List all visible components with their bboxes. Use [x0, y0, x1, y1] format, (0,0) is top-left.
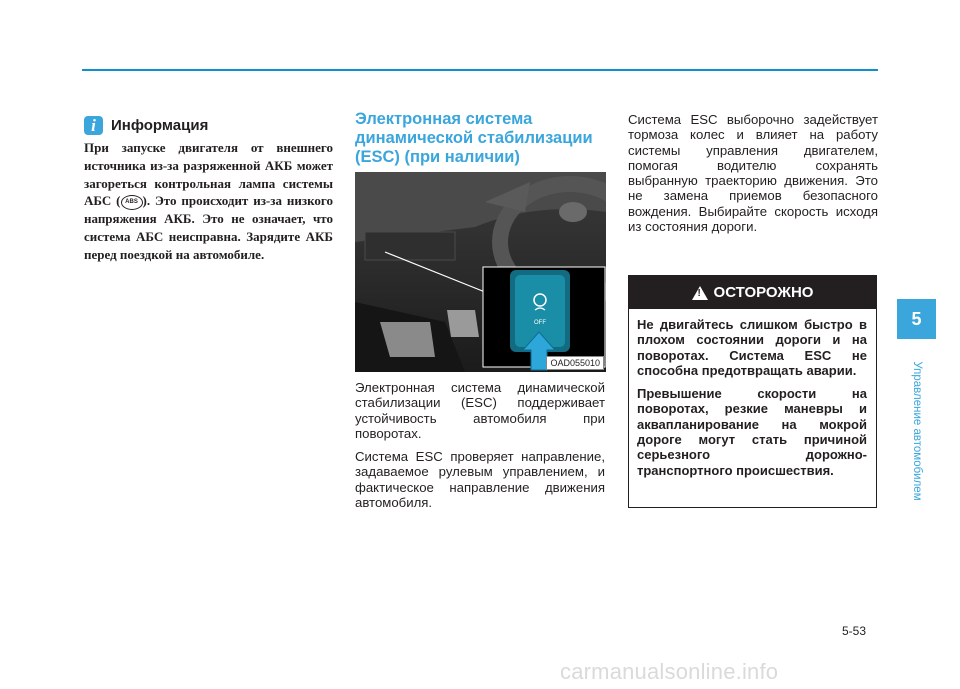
- esc-paragraph-3: Система ESC выборочно задействует тормоза колес и влияет на работу системы управления двигателем, помогая водителю сохранять выбранную траекторию движения. Это не замена приемов безопасного вождения. Выбирайте скорость исходя из состояния дороги.: [628, 112, 878, 235]
- info-icon: i: [84, 116, 103, 135]
- button-off-label: OFF: [534, 320, 546, 326]
- info-title: Информация: [111, 116, 209, 134]
- warning-paragraph-1: Не двигайтесь слишком быстро в плохом состоянии дороги и на поворотах. Система ESC не способна предотвращать аварии.: [637, 317, 867, 378]
- chapter-tab: 5: [897, 299, 936, 339]
- page-number: 5-53: [842, 624, 867, 638]
- warning-title: ОСТОРОЖНО: [713, 284, 814, 301]
- top-rule: [82, 69, 878, 71]
- esc-button-photo: [355, 172, 606, 372]
- esc-paragraph-1: Электронная система динамической стабилизации (ESC) поддерживает устойчивость автомобиля при поворотах.: [355, 380, 605, 441]
- warning-paragraph-2: Превышение скорости на поворотах, резкие маневры и аквапланирование на мокрой дороге могут стать причиной серьезного дорожно-транспортного происшествия.: [637, 386, 867, 478]
- abs-warning-icon: ABS: [121, 195, 143, 210]
- warning-icon: !: [692, 286, 708, 300]
- image-code: OAD055010: [546, 356, 604, 370]
- info-text: [84, 139, 333, 264]
- dashboard-illustration: [355, 172, 606, 372]
- warning-box: [628, 275, 877, 508]
- watermark: carmanualsonline.info: [560, 659, 779, 684]
- chapter-name-label: Управление автомобилем: [911, 361, 923, 501]
- info-text-after: ). Это происходит из-за низкого напряжения АКБ. Это не означает, что система АБС неисправна. Зарядите АКБ перед поездкой на автомобиле.: [84, 193, 333, 262]
- info-text-before: При запуске двигателя от внешнего источника из-за разряженной АКБ может загореться контрольная лампа системы АБС (: [84, 140, 333, 209]
- section-title: Электронная система динамической стабилизации (ESC) (при наличии): [355, 110, 593, 166]
- chapter-name: [905, 346, 929, 516]
- warning-header: [629, 276, 876, 309]
- esc-paragraph-2: Система ESC проверяет направление, задаваемое рулевым управлением, и фактическое направление движения автомобиля.: [355, 449, 605, 510]
- info-header: [84, 112, 208, 138]
- warning-body: [629, 309, 876, 478]
